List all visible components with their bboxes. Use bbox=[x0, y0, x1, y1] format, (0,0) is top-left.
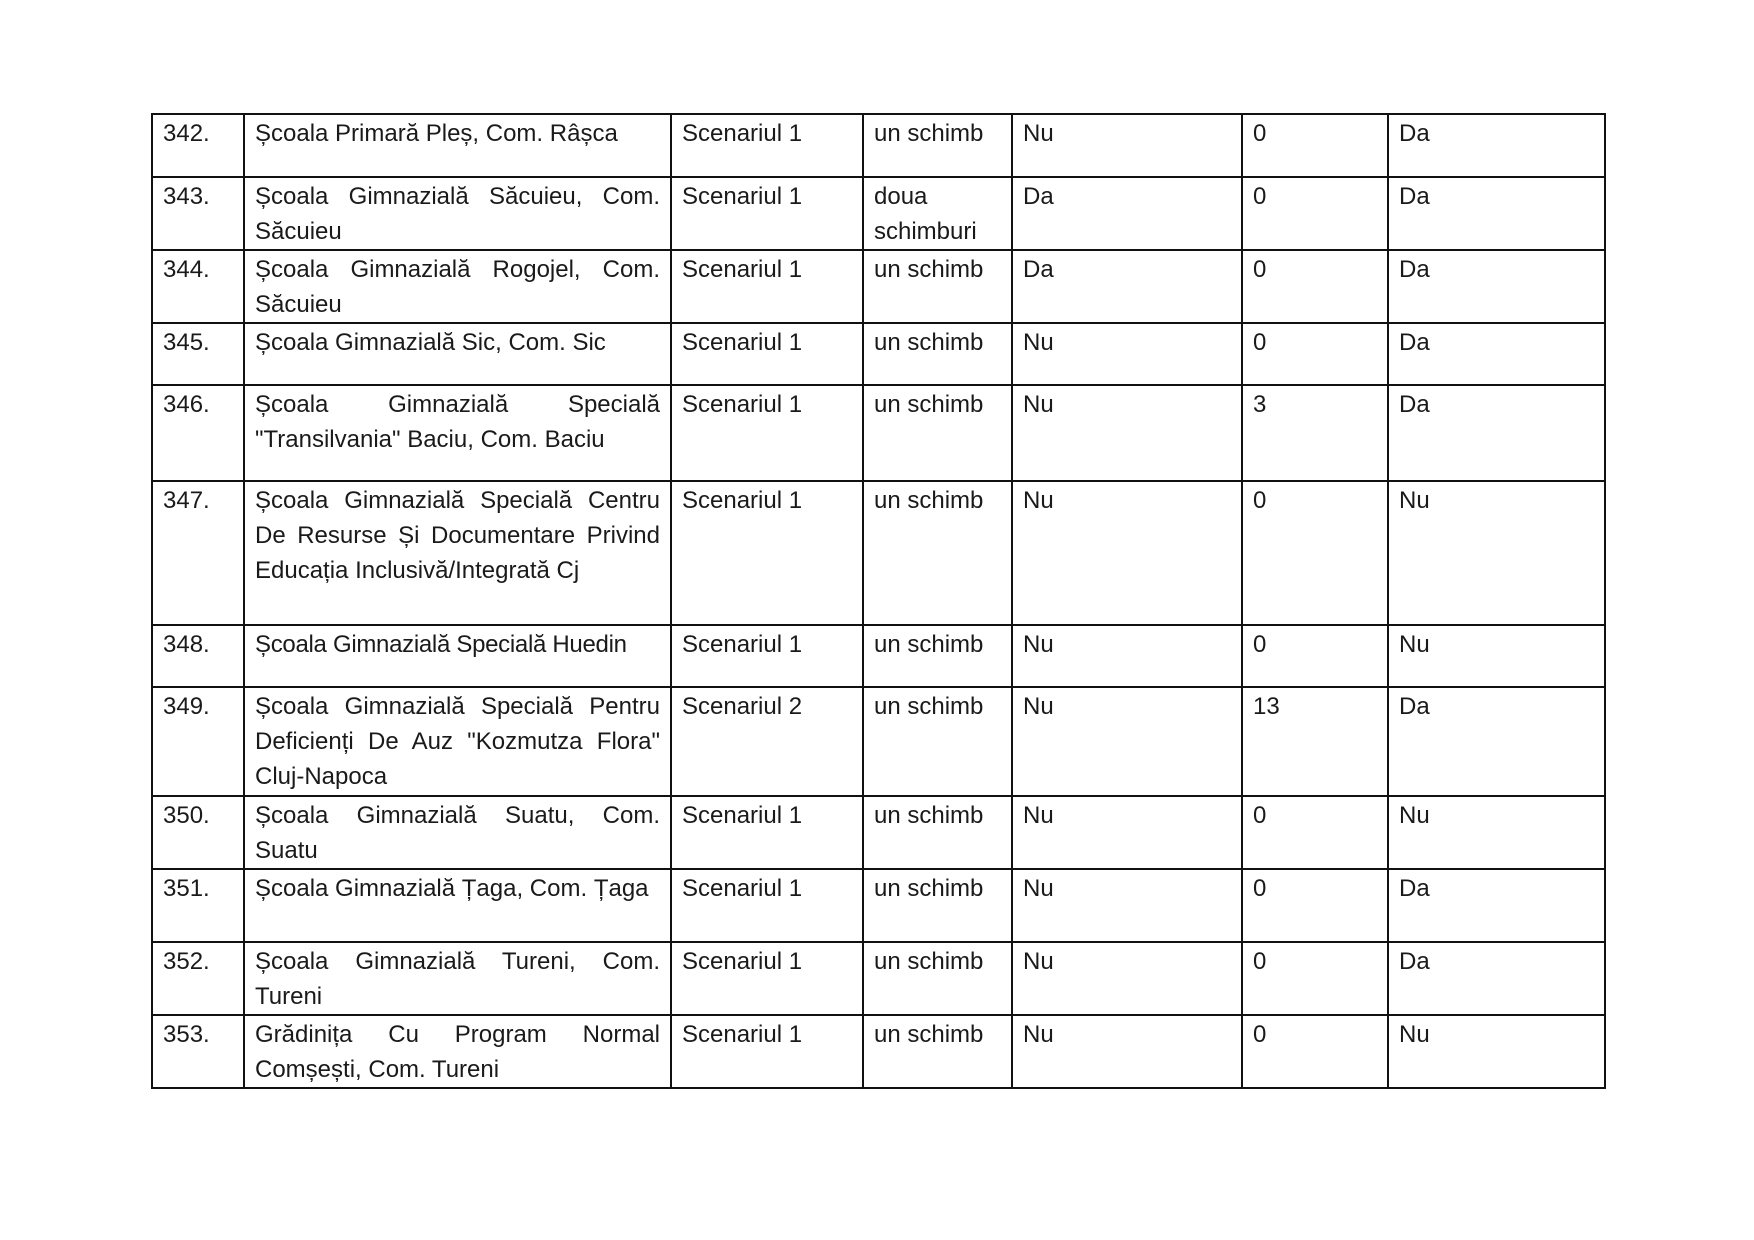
value-col6: Nu bbox=[1388, 1015, 1605, 1088]
school-name: Școala Gimnazială Săcuieu, Com. Săcuieu bbox=[244, 177, 671, 250]
value-col4: Nu bbox=[1012, 481, 1242, 625]
school-name: Școala Primară Pleș, Com. Râșca bbox=[244, 114, 671, 177]
scenario: Scenariul 1 bbox=[671, 114, 863, 177]
shifts: doua schimburi bbox=[863, 177, 1012, 250]
value-col6: Da bbox=[1388, 114, 1605, 177]
value-col6: Da bbox=[1388, 250, 1605, 323]
school-name: Școala Gimnazială Sic, Com. Sic bbox=[244, 323, 671, 385]
row-number: 346. bbox=[152, 385, 244, 481]
value-col4: Nu bbox=[1012, 687, 1242, 796]
school-name: Școala Gimnazială Tureni, Com. Tureni bbox=[244, 942, 671, 1015]
school-name: Școala Gimnazială Specială Centru De Resurse Și Documentare Privind Educația Inclusivă/Integrată Cj bbox=[244, 481, 671, 625]
scenario: Scenariul 1 bbox=[671, 385, 863, 481]
value-col5: 0 bbox=[1242, 796, 1388, 869]
table-row bbox=[152, 385, 1605, 481]
value-col5: 0 bbox=[1242, 625, 1388, 687]
table-row bbox=[152, 869, 1605, 942]
row-number: 347. bbox=[152, 481, 244, 625]
table-row bbox=[152, 625, 1605, 687]
school-name: Școala Gimnazială Specială Pentru Deficienți De Auz "Kozmutza Flora" Cluj-Napoca bbox=[244, 687, 671, 796]
value-col6: Da bbox=[1388, 385, 1605, 481]
school-name: Școala Gimnazială Rogojel, Com. Săcuieu bbox=[244, 250, 671, 323]
value-col5: 0 bbox=[1242, 177, 1388, 250]
row-number: 342. bbox=[152, 114, 244, 177]
scenario: Scenariul 1 bbox=[671, 481, 863, 625]
shifts: un schimb bbox=[863, 481, 1012, 625]
scenario: Scenariul 1 bbox=[671, 942, 863, 1015]
value-col6: Da bbox=[1388, 869, 1605, 942]
row-number: 345. bbox=[152, 323, 244, 385]
shifts: un schimb bbox=[863, 1015, 1012, 1088]
value-col6: Da bbox=[1388, 177, 1605, 250]
value-col4: Da bbox=[1012, 250, 1242, 323]
value-col6: Nu bbox=[1388, 796, 1605, 869]
shifts: un schimb bbox=[863, 687, 1012, 796]
table-row bbox=[152, 481, 1605, 625]
value-col5: 0 bbox=[1242, 869, 1388, 942]
value-col5: 3 bbox=[1242, 385, 1388, 481]
value-col4: Da bbox=[1012, 177, 1242, 250]
school-name: Școala Gimnazială Specială "Transilvania" Baciu, Com. Baciu bbox=[244, 385, 671, 481]
schools-table bbox=[151, 113, 1606, 1089]
value-col4: Nu bbox=[1012, 1015, 1242, 1088]
value-col4: Nu bbox=[1012, 869, 1242, 942]
scenario: Scenariul 1 bbox=[671, 625, 863, 687]
table-row bbox=[152, 250, 1605, 323]
value-col5: 13 bbox=[1242, 687, 1388, 796]
shifts: un schimb bbox=[863, 869, 1012, 942]
value-col6: Nu bbox=[1388, 625, 1605, 687]
value-col4: Nu bbox=[1012, 114, 1242, 177]
shifts: un schimb bbox=[863, 250, 1012, 323]
scenario: Scenariul 1 bbox=[671, 796, 863, 869]
table-row bbox=[152, 687, 1605, 796]
school-name: Școala Gimnazială Țaga, Com. Țaga bbox=[244, 869, 671, 942]
shifts: un schimb bbox=[863, 942, 1012, 1015]
value-col5: 0 bbox=[1242, 1015, 1388, 1088]
row-number: 343. bbox=[152, 177, 244, 250]
row-number: 350. bbox=[152, 796, 244, 869]
table-row bbox=[152, 114, 1605, 177]
table-row bbox=[152, 796, 1605, 869]
value-col5: 0 bbox=[1242, 942, 1388, 1015]
value-col6: Da bbox=[1388, 687, 1605, 796]
value-col5: 0 bbox=[1242, 323, 1388, 385]
row-number: 353. bbox=[152, 1015, 244, 1088]
scenario: Scenariul 1 bbox=[671, 869, 863, 942]
table-row bbox=[152, 323, 1605, 385]
shifts: un schimb bbox=[863, 114, 1012, 177]
scenario: Scenariul 2 bbox=[671, 687, 863, 796]
value-col6: Da bbox=[1388, 942, 1605, 1015]
value-col4: Nu bbox=[1012, 942, 1242, 1015]
school-name: Școala Gimnazială Suatu, Com. Suatu bbox=[244, 796, 671, 869]
shifts: un schimb bbox=[863, 625, 1012, 687]
value-col5: 0 bbox=[1242, 114, 1388, 177]
scenario: Scenariul 1 bbox=[671, 1015, 863, 1088]
scenario: Scenariul 1 bbox=[671, 250, 863, 323]
scenario: Scenariul 1 bbox=[671, 323, 863, 385]
table-row bbox=[152, 942, 1605, 1015]
scenario: Scenariul 1 bbox=[671, 177, 863, 250]
row-number: 352. bbox=[152, 942, 244, 1015]
shifts: un schimb bbox=[863, 796, 1012, 869]
value-col5: 0 bbox=[1242, 481, 1388, 625]
row-number: 348. bbox=[152, 625, 244, 687]
value-col6: Nu bbox=[1388, 481, 1605, 625]
school-name: Grădinița Cu Program Normal Comșești, Com. Tureni bbox=[244, 1015, 671, 1088]
table-row bbox=[152, 1015, 1605, 1088]
value-col4: Nu bbox=[1012, 625, 1242, 687]
school-name: Școala Gimnazială Specială Huedin bbox=[244, 625, 671, 687]
value-col4: Nu bbox=[1012, 323, 1242, 385]
shifts: un schimb bbox=[863, 385, 1012, 481]
value-col6: Da bbox=[1388, 323, 1605, 385]
value-col4: Nu bbox=[1012, 385, 1242, 481]
value-col4: Nu bbox=[1012, 796, 1242, 869]
row-number: 344. bbox=[152, 250, 244, 323]
shifts: un schimb bbox=[863, 323, 1012, 385]
row-number: 351. bbox=[152, 869, 244, 942]
row-number: 349. bbox=[152, 687, 244, 796]
value-col5: 0 bbox=[1242, 250, 1388, 323]
table-row bbox=[152, 177, 1605, 250]
